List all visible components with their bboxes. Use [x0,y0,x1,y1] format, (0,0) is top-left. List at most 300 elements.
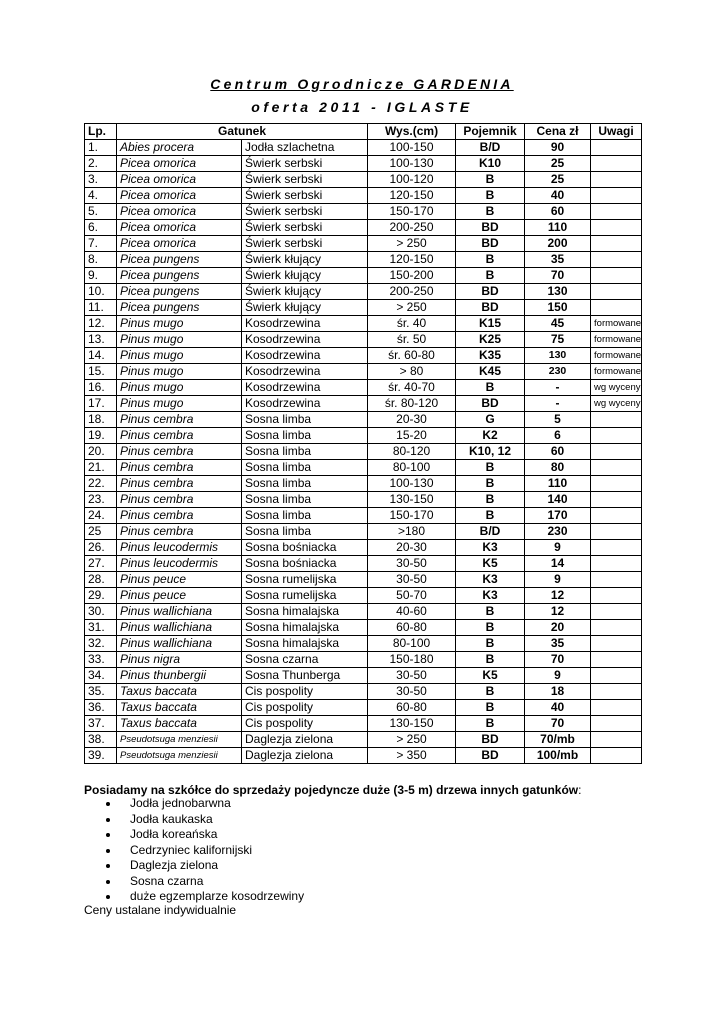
height: 15-20 [368,428,456,444]
remarks: formowane [591,364,642,380]
remarks [591,284,642,300]
remarks: formowane [591,332,642,348]
remarks [591,476,642,492]
price: 12 [525,604,591,620]
row-number: 17. [85,396,117,412]
latin-name: Pinus mugo [117,348,242,364]
list-item: duże egzemplarze kosodrzewiny [104,889,304,905]
height: 100-150 [368,140,456,156]
remarks [591,444,642,460]
height: 150-170 [368,204,456,220]
latin-name: Pinus mugo [117,380,242,396]
note-heading-text: Posiadamy na szkółce do sprzedaży pojedyncze duże (3-5 m) drzewa innych gatunków [84,783,579,797]
row-number: 11. [85,300,117,316]
latin-name: Picea pungens [117,252,242,268]
polish-name: Świerk kłujący [242,284,368,300]
container: K10, 12 [456,444,525,460]
table-row [85,748,642,764]
list-item: Cedrzyniec kalifornijski [104,843,304,859]
remarks [591,700,642,716]
row-number: 15. [85,364,117,380]
row-number: 5. [85,204,117,220]
polish-name: Sosna himalajska [242,620,368,636]
table-row [85,380,642,396]
container: K25 [456,332,525,348]
container: B/D [456,524,525,540]
table-row [85,428,642,444]
price: 130 [525,348,591,364]
table-row [85,668,642,684]
table-row [85,236,642,252]
price: 9 [525,572,591,588]
container: K3 [456,588,525,604]
latin-name: Picea pungens [117,300,242,316]
remarks [591,188,642,204]
latin-name: Picea omorica [117,204,242,220]
row-number: 30. [85,604,117,620]
price: 70 [525,652,591,668]
row-number: 6. [85,220,117,236]
height: 80-100 [368,636,456,652]
table-row [85,636,642,652]
table-row [85,604,642,620]
polish-name: Świerk kłujący [242,300,368,316]
container: B [456,620,525,636]
price: 35 [525,636,591,652]
container: B [456,172,525,188]
container: B [456,636,525,652]
row-number: 28. [85,572,117,588]
row-number: 25 [85,524,117,540]
container: B [456,492,525,508]
remarks: formowane [591,348,642,364]
container: BD [456,748,525,764]
remarks [591,540,642,556]
price: 80 [525,460,591,476]
table-row [85,508,642,524]
polish-name: Kosodrzewina [242,380,368,396]
height: 100-120 [368,172,456,188]
row-number: 26. [85,540,117,556]
height: > 250 [368,236,456,252]
table-row [85,348,642,364]
remarks [591,716,642,732]
polish-name: Świerk serbski [242,188,368,204]
price: 150 [525,300,591,316]
list-item: Jodła koreańska [104,827,304,843]
latin-name: Pseudotsuga menziesii [117,748,242,764]
price: 230 [525,364,591,380]
remarks: formowane [591,316,642,332]
price: 45 [525,316,591,332]
remarks [591,156,642,172]
remarks [591,668,642,684]
polish-name: Sosna limba [242,412,368,428]
polish-name: Świerk serbski [242,220,368,236]
polish-name: Kosodrzewina [242,332,368,348]
height: śr. 50 [368,332,456,348]
remarks [591,684,642,700]
height: 30-50 [368,556,456,572]
row-number: 9. [85,268,117,284]
price: 9 [525,668,591,684]
container: B [456,268,525,284]
container: K3 [456,572,525,588]
table-row [85,460,642,476]
price: 9 [525,540,591,556]
price: 5 [525,412,591,428]
latin-name: Pinus wallichiana [117,620,242,636]
remarks [591,492,642,508]
height: 30-50 [368,684,456,700]
remarks [591,428,642,444]
row-number: 33. [85,652,117,668]
price: 170 [525,508,591,524]
height: 100-130 [368,156,456,172]
price: 25 [525,156,591,172]
price: 25 [525,172,591,188]
latin-name: Taxus baccata [117,684,242,700]
latin-name: Pinus leucodermis [117,540,242,556]
row-number: 34. [85,668,117,684]
row-number: 37. [85,716,117,732]
latin-name: Pinus wallichiana [117,604,242,620]
height: > 80 [368,364,456,380]
table-row [85,316,642,332]
container: B [456,700,525,716]
remarks [591,460,642,476]
container: B [456,652,525,668]
price: 70/mb [525,732,591,748]
height: 40-60 [368,604,456,620]
row-number: 23. [85,492,117,508]
polish-name: Cis pospolity [242,700,368,716]
latin-name: Pinus cembra [117,444,242,460]
container: G [456,412,525,428]
height: 60-80 [368,620,456,636]
row-number: 22. [85,476,117,492]
polish-name: Sosna himalajska [242,636,368,652]
row-number: 20. [85,444,117,460]
height: 80-120 [368,444,456,460]
polish-name: Cis pospolity [242,716,368,732]
price: 60 [525,204,591,220]
latin-name: Pinus cembra [117,524,242,540]
latin-name: Pinus thunbergii [117,668,242,684]
remarks [591,172,642,188]
polish-name: Sosna limba [242,492,368,508]
row-number: 3. [85,172,117,188]
height: 130-150 [368,716,456,732]
header-uwagi: Uwagi [591,124,642,140]
remarks [591,604,642,620]
price: 40 [525,700,591,716]
table-row [85,332,642,348]
remarks [591,556,642,572]
height: > 250 [368,300,456,316]
latin-name: Picea pungens [117,284,242,300]
list-item: Jodła kaukaska [104,812,304,828]
table-row [85,188,642,204]
container: BD [456,220,525,236]
remarks [591,508,642,524]
polish-name: Sosna czarna [242,652,368,668]
table-row [85,284,642,300]
latin-name: Picea pungens [117,268,242,284]
polish-name: Sosna limba [242,460,368,476]
remarks [591,732,642,748]
container: B [456,252,525,268]
polish-name: Kosodrzewina [242,396,368,412]
price: 75 [525,332,591,348]
container: K35 [456,348,525,364]
polish-name: Kosodrzewina [242,364,368,380]
latin-name: Pinus cembra [117,508,242,524]
height: śr. 80-120 [368,396,456,412]
table-row [85,140,642,156]
remarks [591,588,642,604]
latin-name: Picea omorica [117,188,242,204]
latin-name: Pinus cembra [117,476,242,492]
height: 120-150 [368,252,456,268]
latin-name: Pinus peuce [117,588,242,604]
polish-name: Sosna rumelijska [242,588,368,604]
latin-name: Pinus peuce [117,572,242,588]
row-number: 24. [85,508,117,524]
table-row [85,396,642,412]
price: 110 [525,476,591,492]
container: B [456,476,525,492]
row-number: 29. [85,588,117,604]
latin-name: Pinus wallichiana [117,636,242,652]
latin-name: Pinus nigra [117,652,242,668]
note-heading [84,783,704,797]
table-row [85,444,642,460]
polish-name: Kosodrzewina [242,348,368,364]
price: - [525,396,591,412]
height: 130-150 [368,492,456,508]
remarks [591,268,642,284]
latin-name: Pinus leucodermis [117,556,242,572]
row-number: 31. [85,620,117,636]
table-row [85,156,642,172]
remarks [591,748,642,764]
height: 50-70 [368,588,456,604]
remarks [591,620,642,636]
price: 6 [525,428,591,444]
table-header-row [85,124,642,140]
height: 150-200 [368,268,456,284]
header-wysokosc: Wys.(cm) [368,124,456,140]
polish-name: Świerk serbski [242,236,368,252]
table-row [85,252,642,268]
table-row [85,540,642,556]
table-row [85,556,642,572]
height: 200-250 [368,284,456,300]
list-item: Sosna czarna [104,874,304,890]
row-number: 4. [85,188,117,204]
height: 60-80 [368,700,456,716]
polish-name: Sosna limba [242,508,368,524]
polish-name: Świerk serbski [242,204,368,220]
height: 120-150 [368,188,456,204]
price: 18 [525,684,591,700]
height: śr. 40 [368,316,456,332]
container: K5 [456,556,525,572]
row-number: 1. [85,140,117,156]
price: 200 [525,236,591,252]
container: B [456,508,525,524]
container: BD [456,396,525,412]
polish-name: Sosna limba [242,428,368,444]
row-number: 7. [85,236,117,252]
container: K5 [456,668,525,684]
container: BD [456,732,525,748]
latin-name: Pinus cembra [117,428,242,444]
container: B [456,204,525,220]
container: BD [456,236,525,252]
table-row [85,572,642,588]
remarks [591,636,642,652]
container: B [456,684,525,700]
container: B [456,460,525,476]
price: 100/mb [525,748,591,764]
table-row [85,204,642,220]
height: 30-50 [368,668,456,684]
table-row [85,732,642,748]
list-item: Jodła jednobarwna [104,796,304,812]
remarks [591,220,642,236]
price: 14 [525,556,591,572]
polish-name: Sosna rumelijska [242,572,368,588]
container: K10 [456,156,525,172]
latin-name: Pinus mugo [117,364,242,380]
polish-name: Sosna Thunberga [242,668,368,684]
latin-name: Picea omorica [117,172,242,188]
height: 20-30 [368,412,456,428]
height: 20-30 [368,540,456,556]
row-number: 14. [85,348,117,364]
price: 12 [525,588,591,604]
polish-name: Sosna limba [242,524,368,540]
row-number: 8. [85,252,117,268]
polish-name: Świerk kłujący [242,268,368,284]
price: - [525,380,591,396]
table-row [85,652,642,668]
polish-name: Daglezja zielona [242,732,368,748]
row-number: 38. [85,732,117,748]
polish-name: Sosna bośniacka [242,540,368,556]
table-body [85,140,642,764]
header-gatunek: Gatunek [117,124,368,140]
latin-name: Abies procera [117,140,242,156]
row-number: 13. [85,332,117,348]
remarks [591,252,642,268]
table-row [85,220,642,236]
price: 110 [525,220,591,236]
row-number: 35. [85,684,117,700]
polish-name: Świerk serbski [242,156,368,172]
table-row [85,524,642,540]
container: B [456,188,525,204]
row-number: 39. [85,748,117,764]
price: 230 [525,524,591,540]
remarks [591,300,642,316]
remarks: wg wyceny [591,396,642,412]
height: 150-170 [368,508,456,524]
height: 30-50 [368,572,456,588]
polish-name: Cis pospolity [242,684,368,700]
header-pojemnik: Pojemnik [456,124,525,140]
latin-name: Pinus mugo [117,332,242,348]
container: BD [456,300,525,316]
latin-name: Pinus cembra [117,412,242,428]
latin-name: Picea omorica [117,236,242,252]
height: śr. 60-80 [368,348,456,364]
note-colon: : [578,783,582,797]
row-number: 2. [85,156,117,172]
polish-name: Sosna limba [242,444,368,460]
container: B [456,604,525,620]
height: >180 [368,524,456,540]
container: B [456,716,525,732]
price: 130 [525,284,591,300]
row-number: 16. [85,380,117,396]
footer-note: Ceny ustalane indywidualnie [84,903,237,917]
height: 80-100 [368,460,456,476]
height: > 350 [368,748,456,764]
table-row [85,700,642,716]
container: B/D [456,140,525,156]
container: B [456,380,525,396]
table-row [85,716,642,732]
list-item: Daglezja zielona [104,858,304,874]
remarks: wg wyceny [591,380,642,396]
polish-name: Sosna himalajska [242,604,368,620]
table-row [85,476,642,492]
table-row [85,364,642,380]
row-number: 36. [85,700,117,716]
height: 150-180 [368,652,456,668]
remarks [591,524,642,540]
polish-name: Świerk serbski [242,172,368,188]
polish-name: Daglezja zielona [242,748,368,764]
row-number: 27. [85,556,117,572]
row-number: 18. [85,412,117,428]
latin-name: Pseudotsuga menziesii [117,732,242,748]
row-number: 21. [85,460,117,476]
header-lp: Lp. [85,124,117,140]
polish-name: Świerk kłujący [242,252,368,268]
height: 100-130 [368,476,456,492]
row-number: 10. [85,284,117,300]
table-row [85,172,642,188]
polish-name: Sosna bośniacka [242,556,368,572]
table-row [85,492,642,508]
table-row [85,684,642,700]
height: 200-250 [368,220,456,236]
document-title: Centrum Ogrodnicze GARDENIA [210,76,514,92]
container: K45 [456,364,525,380]
price: 70 [525,716,591,732]
remarks [591,652,642,668]
height: śr. 40-70 [368,380,456,396]
table-row [85,300,642,316]
price-table [84,123,642,764]
price: 70 [525,268,591,284]
latin-name: Pinus cembra [117,492,242,508]
latin-name: Picea omorica [117,220,242,236]
